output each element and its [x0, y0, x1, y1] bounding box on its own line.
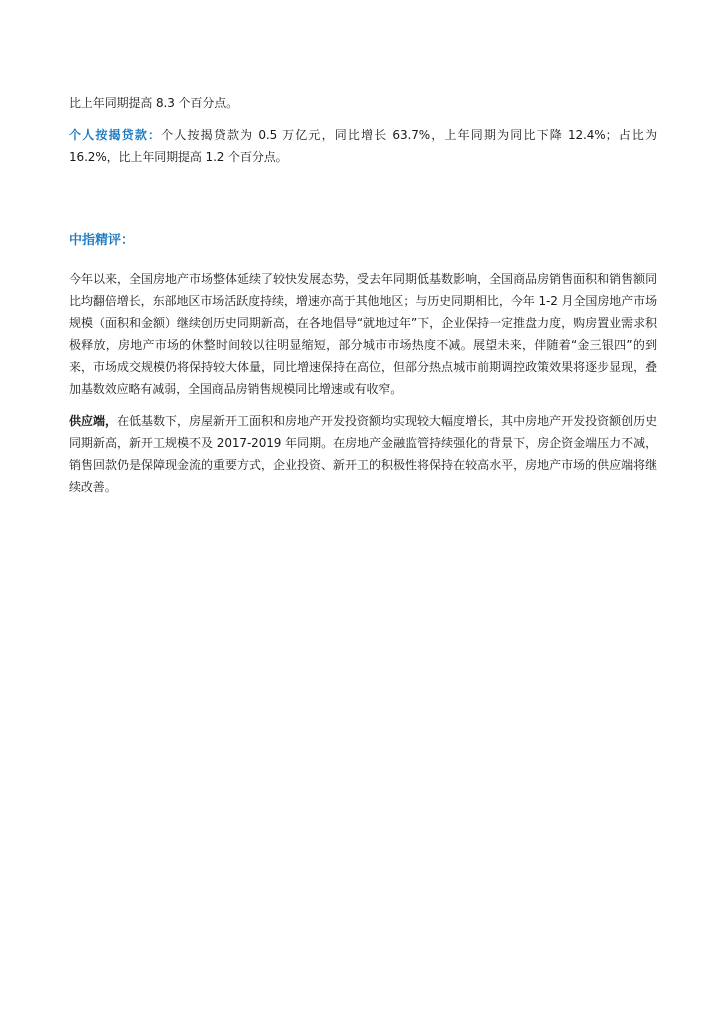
commentary-heading: 中指精评：: [69, 233, 135, 248]
supply-paragraph: [69, 410, 657, 498]
document-content: [69, 92, 657, 498]
demand-paragraph: 今年以来，全国房地产市场整体延续了较快发展态势，受去年同期低基数影响，全国商品房销售面积和销售额同比均翻倍增长，东部地区市场活跃度持续，增速亦高于其他地区；与历史同期相比，今年 1-2 月全国房地产市场规模（面积和金额）继续创历史同期新高，在各地倡导“就地过年”下，企业保持一定推盘力度，购房置业需求积极释放，房地产市场的休整时间较以往明显缩短，部分城市市场热度不减。展望未来，伴随着“金三银四”的到来，市场成交规模仍将保持较大体量，同比增速保持在高位，但部分热点城市前期调控政策效果将逐步显现，叠加基数效应略有减弱，全国商品房销售规模同比增速或有收窄。: [69, 272, 657, 396]
personal-mortgage-label: 个人按揭贷款：: [69, 128, 162, 142]
personal-mortgage-text: 个人按揭贷款为 0.5 万亿元，同比增长 63.7%，上年同期为同比下降 12.4%；占比为 16.2%，比上年同期提高 1.2 个百分点。: [69, 128, 657, 164]
supply-label: 供应端，: [69, 414, 118, 428]
carryover-paragraph: 比上年同期提高 8.3 个百分点。: [69, 96, 239, 110]
supply-text: 在低基数下，房屋新开工面积和房地产开发投资额均实现较大幅度增长，其中房地产开发投资额创历史同期新高，新开工规模不及 2017-2019 年同期。在房地产金融监管持续强化的背景下，房企资金端压力不减，销售回款仍是保障现金流的重要方式，企业投资、新开工的积极性将保持在较高水平，房地产市场的供应端将继续改善。: [69, 414, 657, 494]
personal-mortgage-paragraph: [69, 124, 657, 168]
